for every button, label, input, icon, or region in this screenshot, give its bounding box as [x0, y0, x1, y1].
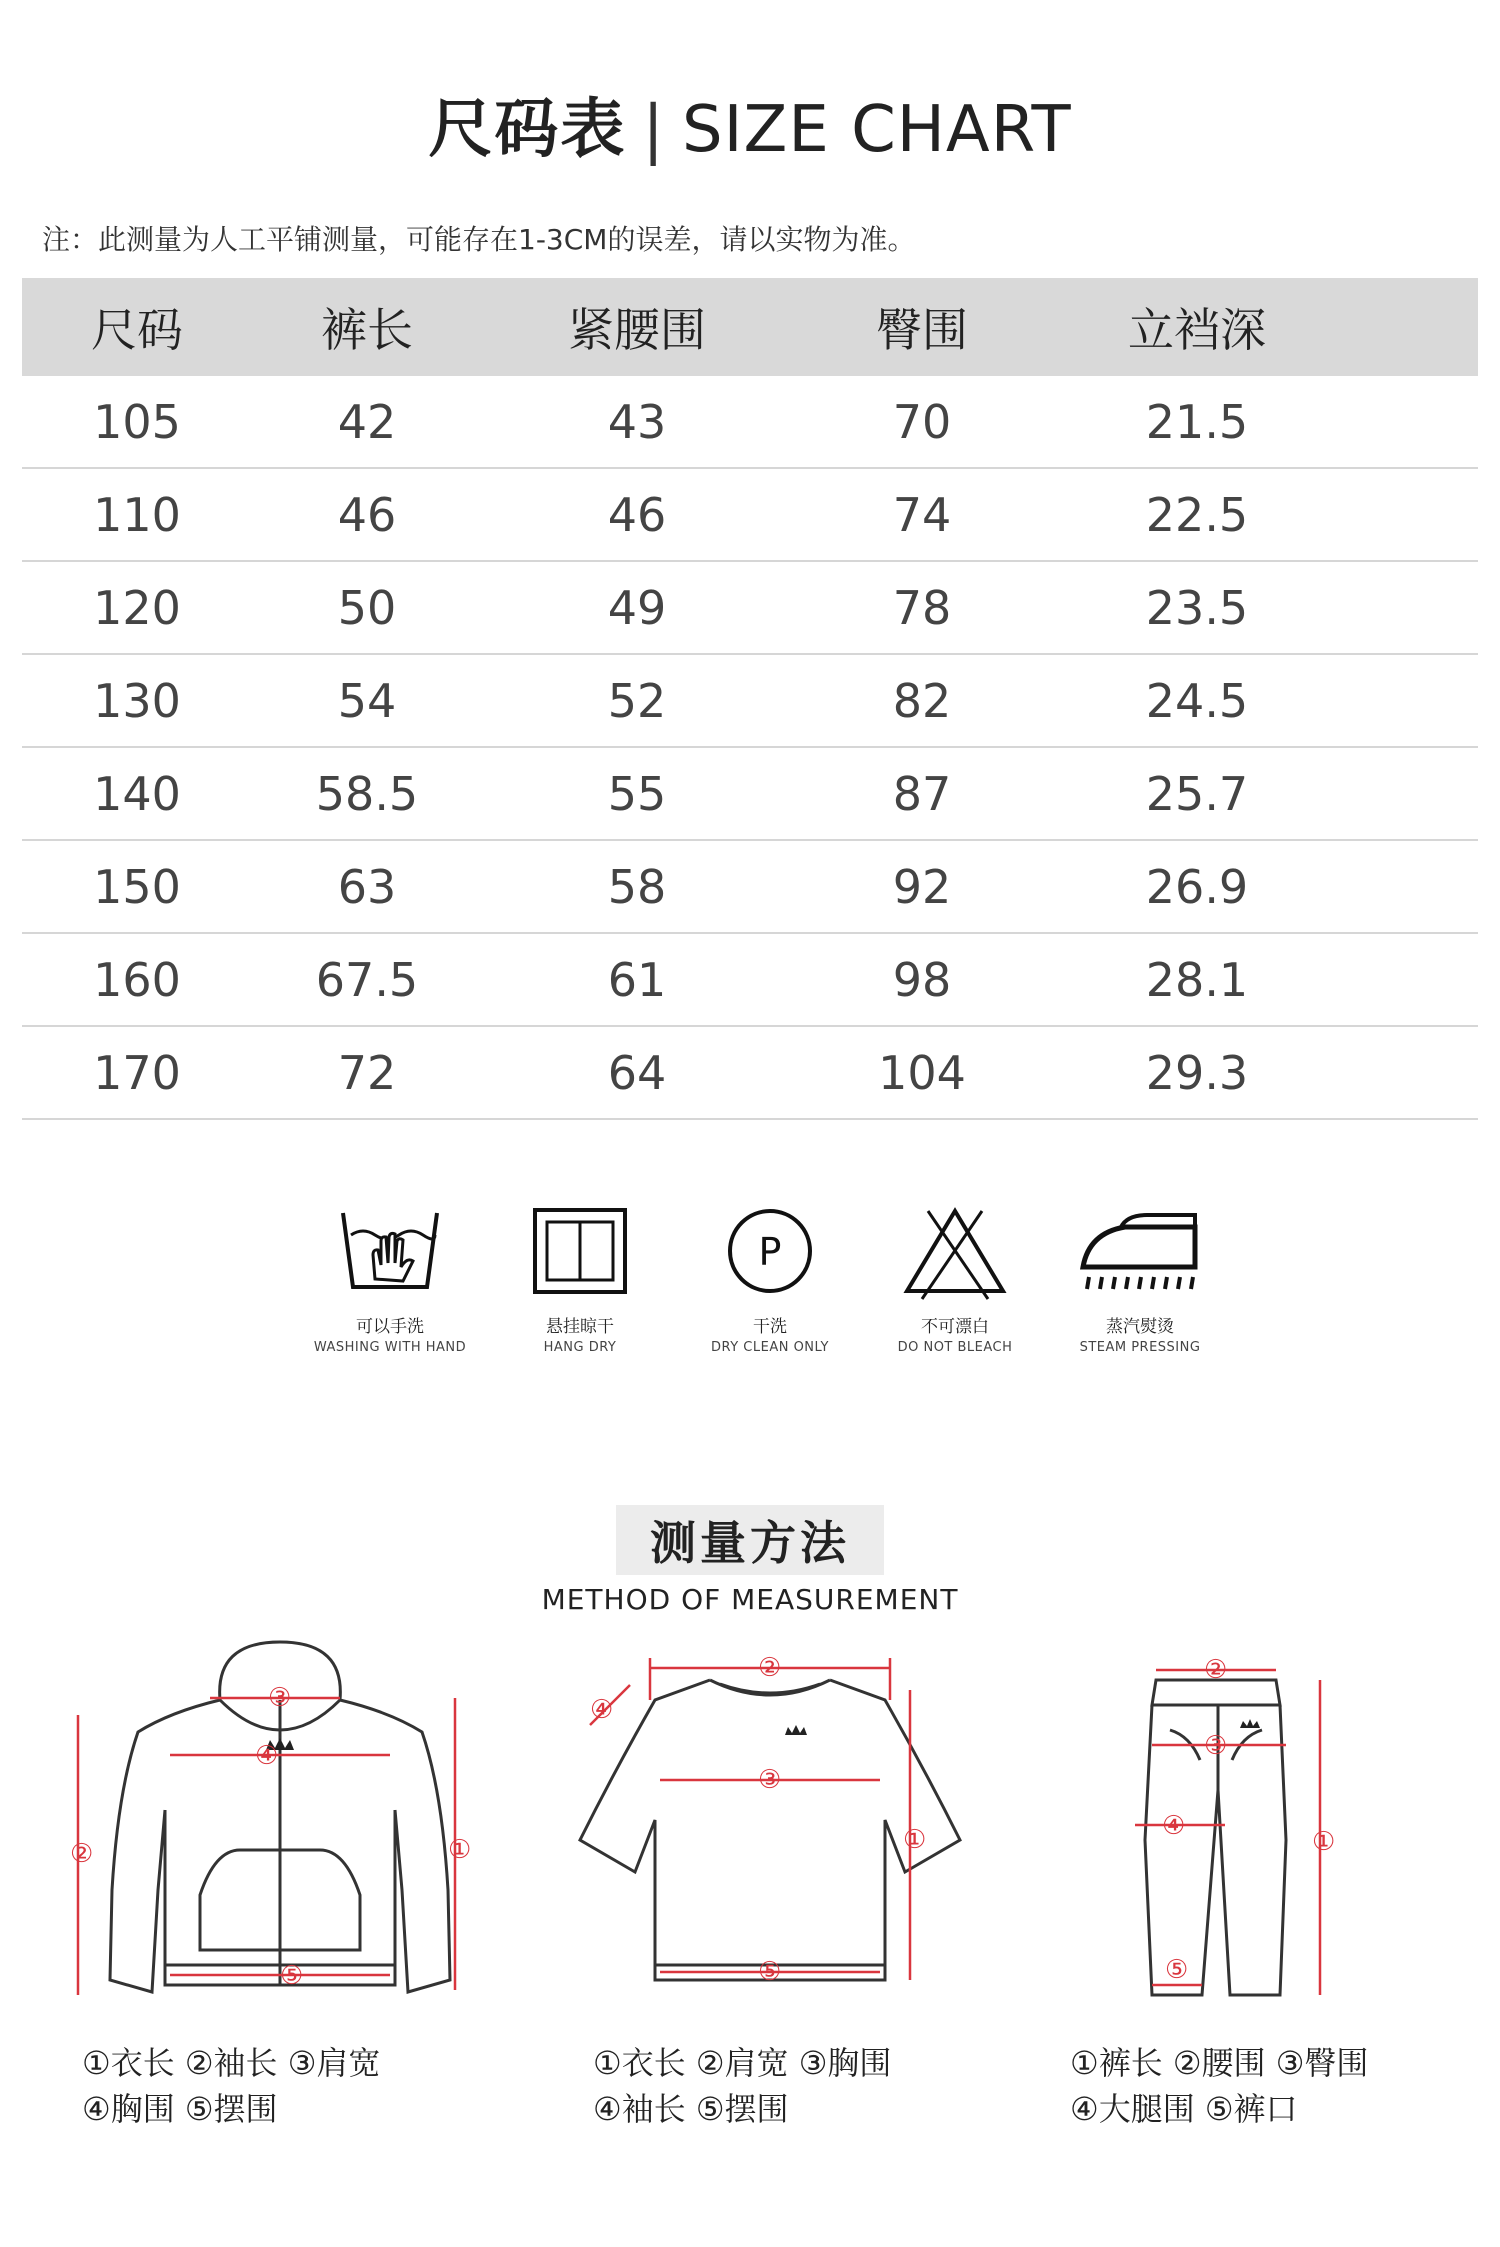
tshirt-measure-lines	[590, 1658, 910, 1980]
steam-iron-icon	[1075, 1205, 1205, 1300]
title-en: SIZE CHART	[681, 93, 1072, 167]
pants-diagram	[1090, 1640, 1470, 2020]
mark-4: ④	[1162, 1811, 1186, 1841]
cell-size: 110	[93, 487, 181, 542]
method-title-en: METHOD OF MEASUREMENT	[541, 1583, 959, 1616]
cell-rise: 23.5	[1145, 580, 1249, 635]
mark-1: ①	[903, 1825, 927, 1855]
cell-length: 54	[337, 673, 397, 728]
cell-waist: 58	[607, 859, 667, 914]
hand-wash-icon	[335, 1205, 445, 1300]
tshirt-measure-marks	[590, 1653, 926, 1987]
cell-waist: 64	[607, 1045, 667, 1100]
dry-clean-letter: P	[758, 1230, 782, 1274]
mark-5: ⑤	[758, 1957, 782, 1987]
care-no-bleach	[865, 1205, 1045, 1355]
size-table	[22, 278, 1478, 1120]
cell-hip: 78	[892, 580, 952, 635]
tshirt-legend	[593, 2040, 891, 2132]
pants-legend-line2: ④大腿围 ⑤裤口	[1070, 2090, 1298, 2128]
cell-length: 58.5	[315, 766, 419, 821]
pants-legend-line1: ①裤长 ②腰围 ③臀围	[1070, 2044, 1369, 2082]
cell-length: 67.5	[315, 952, 419, 1007]
dry-clean-icon	[720, 1205, 820, 1300]
cell-size: 160	[93, 952, 181, 1007]
cell-hip: 98	[892, 952, 952, 1007]
hang-dry-icon	[530, 1205, 630, 1300]
mark-2: ②	[70, 1839, 94, 1869]
care-label-en: HANG DRY	[543, 1340, 617, 1355]
care-label-en: DRY CLEAN ONLY	[711, 1340, 829, 1355]
cell-size: 150	[93, 859, 181, 914]
cell-rise: 28.1	[1145, 952, 1249, 1007]
cell-size: 120	[93, 580, 181, 635]
mark-1: ①	[448, 1835, 472, 1865]
mark-5: ⑤	[280, 1961, 304, 1991]
care-dry-clean	[680, 1205, 860, 1355]
tshirt-legend-line2: ④袖长 ⑤摆围	[593, 2090, 789, 2128]
cell-waist: 49	[607, 580, 667, 635]
cell-size: 170	[93, 1045, 181, 1100]
care-label-cn: 干洗	[753, 1317, 787, 1337]
cell-length: 50	[337, 580, 397, 635]
pants-legend	[1070, 2040, 1368, 2132]
title-separator: |	[642, 93, 666, 167]
cell-length: 72	[337, 1045, 397, 1100]
cell-size: 105	[93, 394, 181, 449]
table-row	[22, 562, 1478, 655]
care-label-cn: 可以手洗	[356, 1317, 424, 1337]
tshirt-diagram	[560, 1640, 980, 2020]
tshirt-logo	[785, 1725, 807, 1735]
table-row	[22, 376, 1478, 469]
table-row	[22, 469, 1478, 562]
cell-hip: 92	[892, 859, 952, 914]
table-row	[22, 1027, 1478, 1120]
cell-waist: 52	[607, 673, 667, 728]
header-hip: 臀围	[876, 303, 968, 357]
cell-hip: 104	[878, 1045, 966, 1100]
care-label-en: DO NOT BLEACH	[897, 1340, 1013, 1355]
cell-rise: 22.5	[1145, 487, 1249, 542]
cell-hip: 82	[892, 673, 952, 728]
cell-rise: 26.9	[1145, 859, 1249, 914]
care-hang-dry	[490, 1205, 670, 1355]
care-instructions	[300, 1205, 1220, 1365]
care-label-cn: 蒸汽熨烫	[1106, 1317, 1174, 1337]
page-title	[0, 78, 1500, 170]
mark-5: ⑤	[1165, 1955, 1189, 1985]
header-size: 尺码	[91, 303, 183, 357]
method-heading	[0, 1505, 1500, 1616]
cell-rise: 21.5	[1145, 394, 1249, 449]
header-waist: 紧腰围	[568, 303, 706, 357]
care-label-en: WASHING WITH HAND	[313, 1340, 467, 1355]
mark-3: ③	[758, 1765, 782, 1795]
header-length: 裤长	[321, 303, 413, 357]
cell-hip: 87	[892, 766, 952, 821]
cell-size: 140	[93, 766, 181, 821]
pants-logo	[1240, 1719, 1260, 1728]
no-bleach-icon	[900, 1205, 1010, 1300]
cell-hip: 74	[892, 487, 952, 542]
hoodie-diagram	[70, 1640, 490, 2020]
care-label-en: STEAM PRESSING	[1079, 1340, 1201, 1355]
cell-waist: 55	[607, 766, 667, 821]
cell-length: 46	[337, 487, 397, 542]
hoodie-legend-line2: ④胸围 ⑤摆围	[82, 2090, 278, 2128]
cell-size: 130	[93, 673, 181, 728]
care-label-cn: 悬挂晾干	[546, 1317, 614, 1337]
cell-waist: 61	[607, 952, 667, 1007]
cell-waist: 43	[607, 394, 667, 449]
measurement-note: 注：此测量为人工平铺测量，可能存在1-3CM的误差，请以实物为准。	[42, 223, 916, 256]
table-row	[22, 748, 1478, 841]
mark-3: ③	[268, 1683, 292, 1713]
care-hand-wash	[300, 1205, 480, 1355]
cell-hip: 70	[892, 394, 952, 449]
mark-2: ②	[758, 1653, 782, 1683]
table-row	[22, 934, 1478, 1027]
tshirt-legend-line1: ①衣长 ②肩宽 ③胸围	[593, 2044, 892, 2082]
table-header	[22, 278, 1478, 376]
cell-waist: 46	[607, 487, 667, 542]
title-cn: 尺码表	[428, 93, 627, 167]
table-row	[22, 841, 1478, 934]
hoodie-legend-line1: ①衣长 ②袖长 ③肩宽	[82, 2044, 381, 2082]
care-steam-iron	[1050, 1205, 1230, 1355]
care-label-cn: 不可漂白	[921, 1317, 989, 1337]
cell-length: 63	[337, 859, 397, 914]
table-row	[22, 655, 1478, 748]
cell-length: 42	[337, 394, 397, 449]
cell-rise: 29.3	[1145, 1045, 1249, 1100]
hoodie-legend	[82, 2040, 380, 2132]
mark-1: ①	[1312, 1827, 1336, 1857]
cell-rise: 25.7	[1145, 766, 1249, 821]
mark-4: ④	[590, 1695, 614, 1725]
mark-4: ④	[255, 1741, 279, 1771]
mark-3: ③	[1204, 1731, 1228, 1761]
mark-2: ②	[1204, 1655, 1228, 1685]
method-title-cn: 测量方法	[616, 1505, 884, 1575]
cell-rise: 24.5	[1145, 673, 1249, 728]
header-rise: 立裆深	[1128, 303, 1266, 357]
